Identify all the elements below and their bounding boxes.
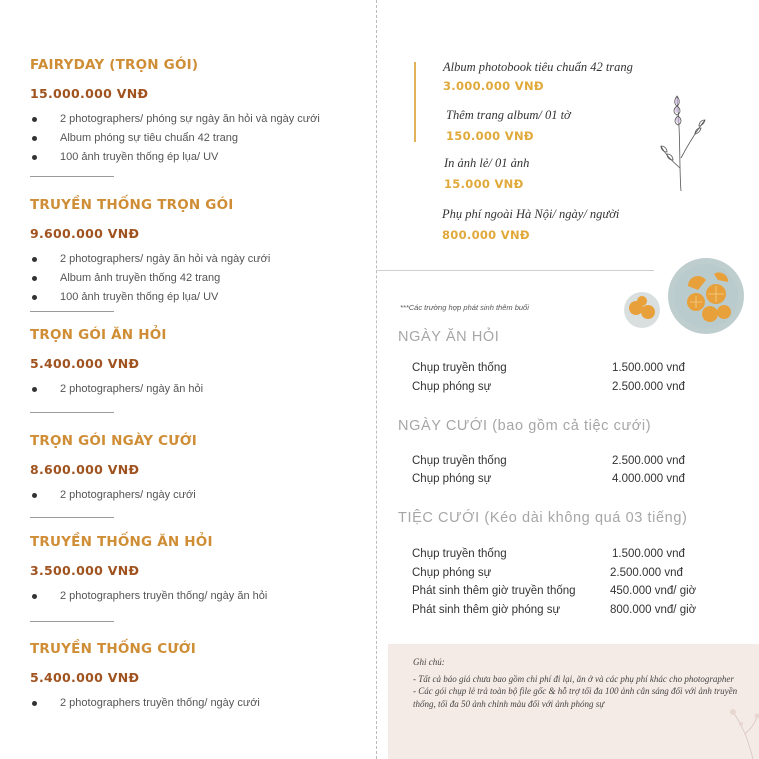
row-label: Phát sinh thêm giờ phóng sự xyxy=(412,604,561,616)
list-item: Album phóng sự tiêu chuẩn 42 trang xyxy=(30,129,370,148)
bullet-dot-icon xyxy=(32,493,37,498)
list-item: 2 photographers/ ngày cưới xyxy=(30,486,370,505)
package-truyen-thong-cuoi xyxy=(30,641,370,713)
package-price: 5.400.000 VNĐ xyxy=(30,356,140,371)
package-price: 9.600.000 VNĐ xyxy=(30,226,140,241)
extra-label: In ảnh lẻ/ 01 ảnh xyxy=(444,156,530,170)
package-fairyday xyxy=(30,57,370,167)
list-item: 2 photographers truyền thống/ ngày ăn hỏi xyxy=(30,587,370,606)
package-items xyxy=(30,110,370,167)
package-items xyxy=(30,587,370,606)
small-orange-bowl-icon xyxy=(622,290,662,330)
package-items xyxy=(30,250,370,307)
bullet-dot-icon xyxy=(32,257,37,262)
table-row xyxy=(412,362,685,374)
floral-decoration-icon xyxy=(723,704,759,759)
row-label: Chụp truyền thống xyxy=(412,455,507,467)
extra-price: 800.000 VNĐ xyxy=(442,228,530,242)
separator xyxy=(30,176,114,177)
separator xyxy=(30,621,114,622)
list-item: 2 photographers/ phóng sự ngày ăn hỏi và ngày cưới xyxy=(30,110,370,129)
extra-item xyxy=(443,60,673,93)
package-price: 15.000.000 VNĐ xyxy=(30,86,149,101)
row-label: Phát sinh thêm giờ truyền thống xyxy=(412,585,576,597)
table-row xyxy=(412,455,685,467)
row-value: 2.500.000 vnđ xyxy=(612,381,685,393)
package-items xyxy=(30,380,370,399)
section-title: NGÀY ĂN HỎI xyxy=(398,329,500,345)
extra-item xyxy=(444,156,674,191)
horizontal-divider xyxy=(376,270,654,271)
extra-price: 150.000 VNĐ xyxy=(446,129,534,143)
extra-label: Thêm trang album/ 01 tờ xyxy=(446,108,571,122)
list-item: 2 photographers/ ngày ăn hỏi xyxy=(30,380,370,399)
bullet-dot-icon xyxy=(32,701,37,706)
bullet-dot-icon xyxy=(32,117,37,122)
package-tron-goi-an-hoi xyxy=(30,327,370,399)
notes-text xyxy=(413,656,743,710)
table-row xyxy=(412,548,685,560)
bullet-dot-icon xyxy=(32,276,37,281)
notes-title: Ghi chú: xyxy=(413,657,445,667)
package-truyen-thong-tron-goi xyxy=(30,197,370,307)
row-value: 2.500.000 vnđ xyxy=(612,455,685,467)
extra-label: Album photobook tiêu chuẩn 42 trang xyxy=(443,60,633,74)
bullet-dot-icon xyxy=(32,155,37,160)
package-price: 8.600.000 VNĐ xyxy=(30,462,140,477)
package-tron-goi-ngay-cuoi xyxy=(30,433,370,505)
row-label: Chụp phóng sự xyxy=(412,381,492,393)
package-title: TRUYỀN THỐNG TRỌN GÓI xyxy=(30,197,234,213)
additional-note: ***Các trường hợp phát sinh thêm buổi xyxy=(400,303,529,312)
package-title: TRUYỀN THỐNG CƯỚI xyxy=(30,641,197,657)
lavender-sprig-icon xyxy=(655,88,715,193)
extra-item xyxy=(446,108,676,143)
package-title: TRỌN GÓI ĂN HỎI xyxy=(30,327,167,343)
bullet-dot-icon xyxy=(32,295,37,300)
notes-line: - Tất cả báo giá chưa bao gồm chi phí đi lại, ăn ở và các phụ phí khác cho photographer xyxy=(413,673,734,684)
package-price: 3.500.000 VNĐ xyxy=(30,563,140,578)
extra-item xyxy=(442,207,672,242)
extra-label: Phụ phí ngoài Hà Nội/ ngày/ người xyxy=(442,207,620,221)
table-row xyxy=(412,604,697,616)
row-label: Chụp phóng sự xyxy=(412,567,492,579)
bullet-dot-icon xyxy=(32,594,37,599)
section-title: NGÀY CƯỚI (bao gồm cả tiệc cưới) xyxy=(398,418,652,434)
vertical-divider xyxy=(376,0,377,759)
extra-price: 3.000.000 VNĐ xyxy=(443,79,544,93)
table-row xyxy=(412,381,685,393)
package-title: FAIRYDAY (TRỌN GÓI) xyxy=(30,57,199,73)
package-price: 5.400.000 VNĐ xyxy=(30,670,140,685)
bullet-dot-icon xyxy=(32,387,37,392)
row-value: 1.500.000 vnđ xyxy=(612,362,685,374)
separator xyxy=(30,412,114,413)
package-truyen-thong-an-hoi xyxy=(30,534,370,606)
package-items xyxy=(30,694,370,713)
row-label: Chụp phóng sự xyxy=(412,473,492,485)
list-item: 2 photographers/ ngày ăn hỏi và ngày cưới xyxy=(30,250,370,269)
row-label: Chụp truyền thống xyxy=(412,362,507,374)
table-row xyxy=(412,567,683,579)
row-value: 4.000.000 vnđ xyxy=(612,473,685,485)
bullet-dot-icon xyxy=(32,136,37,141)
accent-bar xyxy=(414,62,416,142)
extra-price: 15.000 VNĐ xyxy=(444,177,524,191)
row-value: 450.000 vnđ/ giờ xyxy=(610,585,697,597)
table-row xyxy=(412,585,697,597)
separator xyxy=(30,311,114,312)
notes-box xyxy=(388,644,759,759)
list-item: 2 photographers truyền thống/ ngày cưới xyxy=(30,694,370,713)
section-title: TIỆC CƯỚI (Kéo dài không quá 03 tiếng) xyxy=(398,510,688,526)
notes-line: - Các gói chụp lẻ trả toàn bộ file gốc & hỗ trợ tối đa 100 ảnh cân sáng đối với ảnh truyền thống, tối đa 50 ảnh chỉnh màu đối với ảnh phóng sự xyxy=(413,686,738,709)
separator xyxy=(30,517,114,518)
row-value: 800.000 vnđ/ giờ xyxy=(610,604,697,616)
package-items xyxy=(30,486,370,505)
orange-bowl-icon xyxy=(666,256,746,336)
row-label: Chụp truyền thống xyxy=(412,548,507,560)
list-item: Album ảnh truyền thống 42 trang xyxy=(30,269,370,288)
row-value: 2.500.000 vnđ xyxy=(610,567,683,579)
table-row xyxy=(412,473,685,485)
package-title: TRỌN GÓI NGÀY CƯỚI xyxy=(30,433,197,449)
list-item: 100 ảnh truyền thống ép lụa/ UV xyxy=(30,148,370,167)
list-item: 100 ảnh truyền thống ép lụa/ UV xyxy=(30,288,370,307)
row-value: 1.500.000 vnđ xyxy=(612,548,685,560)
package-title: TRUYỀN THỐNG ĂN HỎI xyxy=(30,534,213,550)
